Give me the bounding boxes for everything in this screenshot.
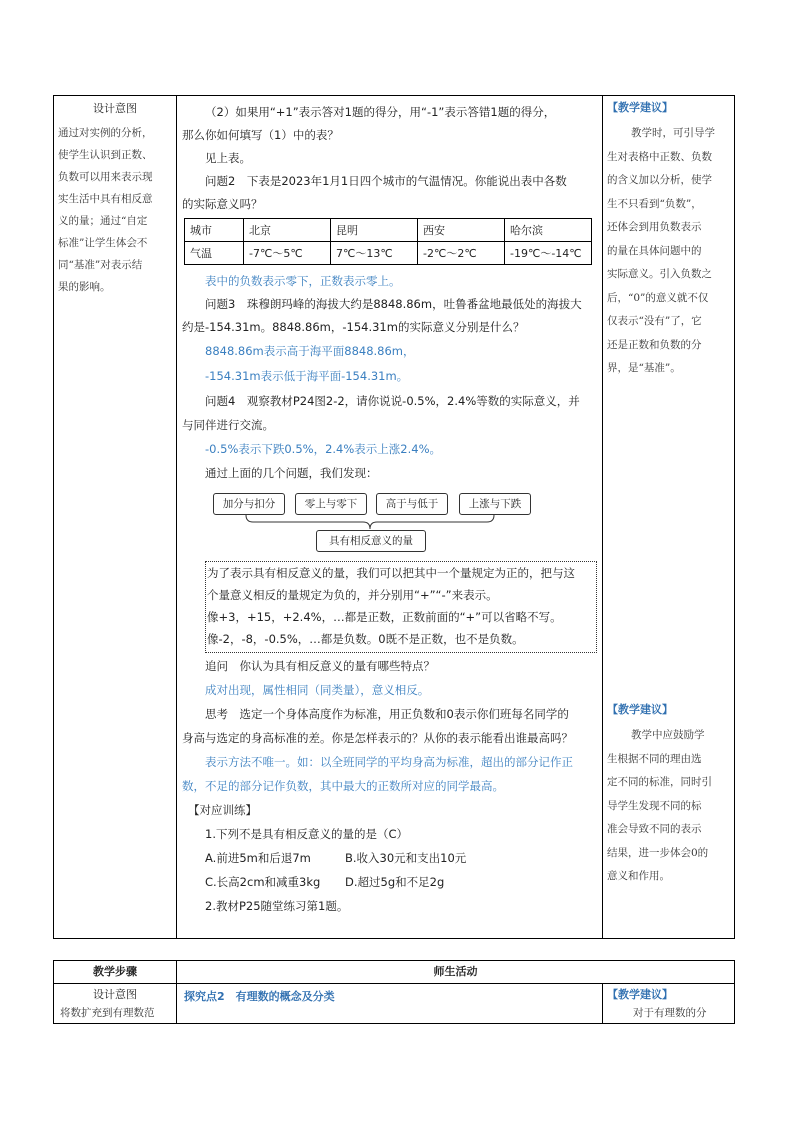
suggestion-line: 仅表示“没有”了，它 bbox=[607, 315, 702, 327]
table-cell: 7℃～13℃ bbox=[331, 242, 418, 265]
top-table-divider-2 bbox=[602, 95, 603, 939]
options-row bbox=[182, 870, 596, 894]
text-line: 见上表。 bbox=[205, 151, 251, 165]
answer-line: 表示方法不唯一。如：以全班同学的平均身高为标准，超出的部分记作正 bbox=[205, 755, 573, 769]
suggestion-line: 教学时，可引导学 bbox=[631, 127, 715, 139]
top-table-border-right bbox=[734, 95, 735, 939]
column-header-activities: 师生活动 bbox=[433, 965, 478, 978]
bottom-table-header-divider bbox=[53, 983, 735, 984]
table-cell: 昆明 bbox=[331, 219, 418, 242]
suggestion-line: 还是正数和负数的分 bbox=[607, 338, 702, 351]
text-line: 个量意义相反的量规定为负的，并分别用“+”“-”来表示。 bbox=[207, 588, 498, 602]
answer-line: -154.31m表示低于海平面-154.31m。 bbox=[205, 369, 409, 383]
option-b: B.收入30元和支出10元 bbox=[345, 851, 467, 865]
design-intent-line: 同“基准”对表示结 bbox=[58, 259, 143, 271]
suggestion-line: 准会导致不同的表示 bbox=[607, 823, 702, 835]
table-cell: 气温 bbox=[185, 242, 244, 265]
top-table-border-top bbox=[53, 95, 735, 96]
teaching-suggestion-text: 对于有理数的分 bbox=[633, 1007, 707, 1019]
table-cell: -2℃～2℃ bbox=[418, 242, 505, 265]
design-intent-header: 设计意图 bbox=[93, 102, 137, 115]
table-cell: 西安 bbox=[418, 219, 505, 242]
brace-icon bbox=[245, 514, 495, 530]
table-cell: 城市 bbox=[185, 219, 244, 242]
bottom-table-border-right bbox=[734, 960, 735, 1024]
bottom-table-border-bottom bbox=[53, 1023, 735, 1024]
suggestion-line: 教学中应鼓励学 bbox=[631, 729, 705, 741]
suggestion-line: 界，是“基准”。 bbox=[607, 362, 681, 374]
concept-box: 零上与零下 bbox=[295, 493, 367, 515]
bottom-table-border-top bbox=[53, 960, 735, 961]
answer-line: 数，不足的部分记作负数，其中最大的正数所对应的同学最高。 bbox=[182, 779, 504, 793]
design-intent-line: 实生活中具有相反意 bbox=[58, 193, 153, 205]
text-line: 像+3，+15，+2.4%，…都是正数，正数前面的“+”可以省略不写。 bbox=[207, 610, 562, 624]
text-line: 那么你如何填写（1）中的表？ bbox=[182, 128, 339, 142]
text-line: 思考 选定一个身体高度作为标准，用正负数和0表示你们班每名同学的 bbox=[205, 707, 569, 721]
teaching-suggestion-header: 【教学建议】 bbox=[607, 988, 673, 1001]
design-intent-line: 标准”让学生体会不 bbox=[58, 237, 148, 249]
paragraph bbox=[182, 654, 596, 918]
text-line: 身高与选定的身高标准的差。你是怎样表示的？从你的表示能看出谁最高吗？ bbox=[182, 731, 573, 745]
text-line: 追问 你认为具有相反意义的量有哪些特点？ bbox=[205, 659, 435, 673]
teaching-suggestion-text bbox=[607, 724, 731, 889]
temperature-table bbox=[184, 218, 592, 265]
section-heading: 【对应训练】 bbox=[188, 803, 257, 817]
table-cell: 哈尔滨 bbox=[505, 219, 592, 242]
text-line: 问题4 观察教材P24图2-2，请你说说-0.5%，2.4%等数的实际意义，并 bbox=[205, 394, 580, 408]
text-line: 问题2 下表是2023年1月1日四个城市的气温情况。你能说出表中各数 bbox=[205, 174, 567, 188]
text-line: 为了表示具有相反意义的量，我们可以把其中一个量规定为正的，把与这 bbox=[207, 566, 575, 580]
text-line: 的实际意义吗？ bbox=[182, 197, 263, 211]
design-intent-text: 将数扩充到有理数范 bbox=[60, 1007, 155, 1019]
text-line: 问题3 珠穆朗玛峰的海拔大约是8848.86m，吐鲁番盆地最低处的海拔大 bbox=[205, 297, 582, 311]
text-line: 2.教材P25随堂练习第1题。 bbox=[205, 899, 349, 913]
suggestion-line: 还体会到用负数表示 bbox=[607, 221, 702, 233]
table-cell: -19℃～-14℃ bbox=[505, 242, 592, 265]
design-intent-header: 设计意图 bbox=[93, 988, 137, 1001]
top-table-border-left bbox=[53, 95, 54, 939]
suggestion-line: 实际意义。引入负数之 bbox=[607, 268, 712, 280]
design-intent-line: 通过对实例的分析， bbox=[58, 127, 153, 139]
top-table-divider-1 bbox=[176, 95, 177, 939]
option-c: C.长高2cm和减重3kg bbox=[205, 875, 321, 889]
suggestion-line: 的量在具体问题中的 bbox=[607, 244, 702, 257]
teaching-suggestion-header: 【教学建议】 bbox=[607, 703, 673, 716]
bottom-table-divider-2 bbox=[602, 983, 603, 1024]
suggestion-line: 结果，进一步体会0的 bbox=[607, 846, 709, 859]
options-row bbox=[182, 846, 596, 870]
teaching-suggestion-2 bbox=[607, 702, 731, 889]
table-row bbox=[185, 242, 592, 265]
concept-box: 上涨与下跌 bbox=[459, 493, 531, 515]
suggestion-line: 后，“0”的意义就不仅 bbox=[607, 291, 709, 304]
text-line: 与同伴进行交流。 bbox=[182, 418, 274, 432]
design-intent-line: 果的影响。 bbox=[58, 281, 111, 293]
text-line: （2）如果用“+1”表示答对1题的得分，用“-1”表示答错1题的得分， bbox=[205, 105, 556, 119]
suggestion-line: 意义和作用。 bbox=[607, 870, 670, 882]
answer-line: 8848.86m表示高于海平面8848.86m， bbox=[205, 344, 415, 358]
definition-text bbox=[207, 562, 595, 650]
suggestion-line: 生对表格中正数、负数 bbox=[607, 150, 712, 163]
teaching-suggestion-1 bbox=[607, 100, 731, 381]
design-intent-line: 使学生认识到正数、 bbox=[58, 149, 153, 161]
design-intent-text bbox=[58, 122, 172, 298]
concept-box: 高于与低于 bbox=[376, 493, 448, 515]
design-intent-line: 负数可以用来表示现 bbox=[58, 171, 153, 183]
suggestion-line: 导学生发现不同的标 bbox=[607, 799, 702, 812]
suggestion-line: 的含义加以分析，使学 bbox=[607, 174, 712, 186]
teaching-suggestion-text bbox=[607, 122, 731, 381]
teaching-suggestion-header: 【教学建议】 bbox=[607, 101, 673, 114]
paragraph bbox=[182, 101, 596, 216]
text-line: 像-2，-8，-0.5%，…都是负数。0既不是正数，也不是负数。 bbox=[207, 632, 524, 646]
answer-line: 表中的负数表示零下，正数表示零上。 bbox=[205, 274, 401, 288]
option-a: A.前进5m和后退7m bbox=[205, 851, 311, 865]
table-cell: 北京 bbox=[244, 219, 331, 242]
concept-box: 加分与扣分 bbox=[213, 493, 285, 515]
design-intent-line: 义的量；通过“自定 bbox=[58, 215, 148, 227]
column-header-steps: 教学步骤 bbox=[93, 965, 137, 978]
topic-heading: 探究点2 有理数的概念及分类 bbox=[184, 990, 335, 1003]
design-intent-column bbox=[58, 100, 172, 298]
text-line: 约是-154.31m。8848.86m，-154.31m的实际意义分别是什么？ bbox=[182, 320, 525, 334]
option-d: D.超过5g和不足2g bbox=[345, 875, 445, 889]
text-line: 通过上面的几个问题，我们发现： bbox=[205, 466, 378, 480]
answer-line: -0.5%表示下跌0.5%，2.4%表示上涨2.4%。 bbox=[205, 442, 442, 456]
suggestion-line: 生不只看到“负数”， bbox=[607, 197, 702, 210]
answer-line: 成对出现，属性相同（同类量），意义相反。 bbox=[205, 683, 430, 697]
paragraph bbox=[182, 270, 596, 485]
table-cell: -7℃～5℃ bbox=[244, 242, 331, 265]
suggestion-line: 定不同的标准，同时引 bbox=[607, 776, 712, 788]
result-box: 具有相反意义的量 bbox=[316, 530, 426, 552]
suggestion-line: 生根据不同的理由选 bbox=[607, 752, 702, 765]
top-table-border-bottom bbox=[53, 938, 735, 939]
text-line: 1.下列不是具有相反意义的量的是（C） bbox=[205, 827, 408, 841]
table-row bbox=[185, 219, 592, 242]
